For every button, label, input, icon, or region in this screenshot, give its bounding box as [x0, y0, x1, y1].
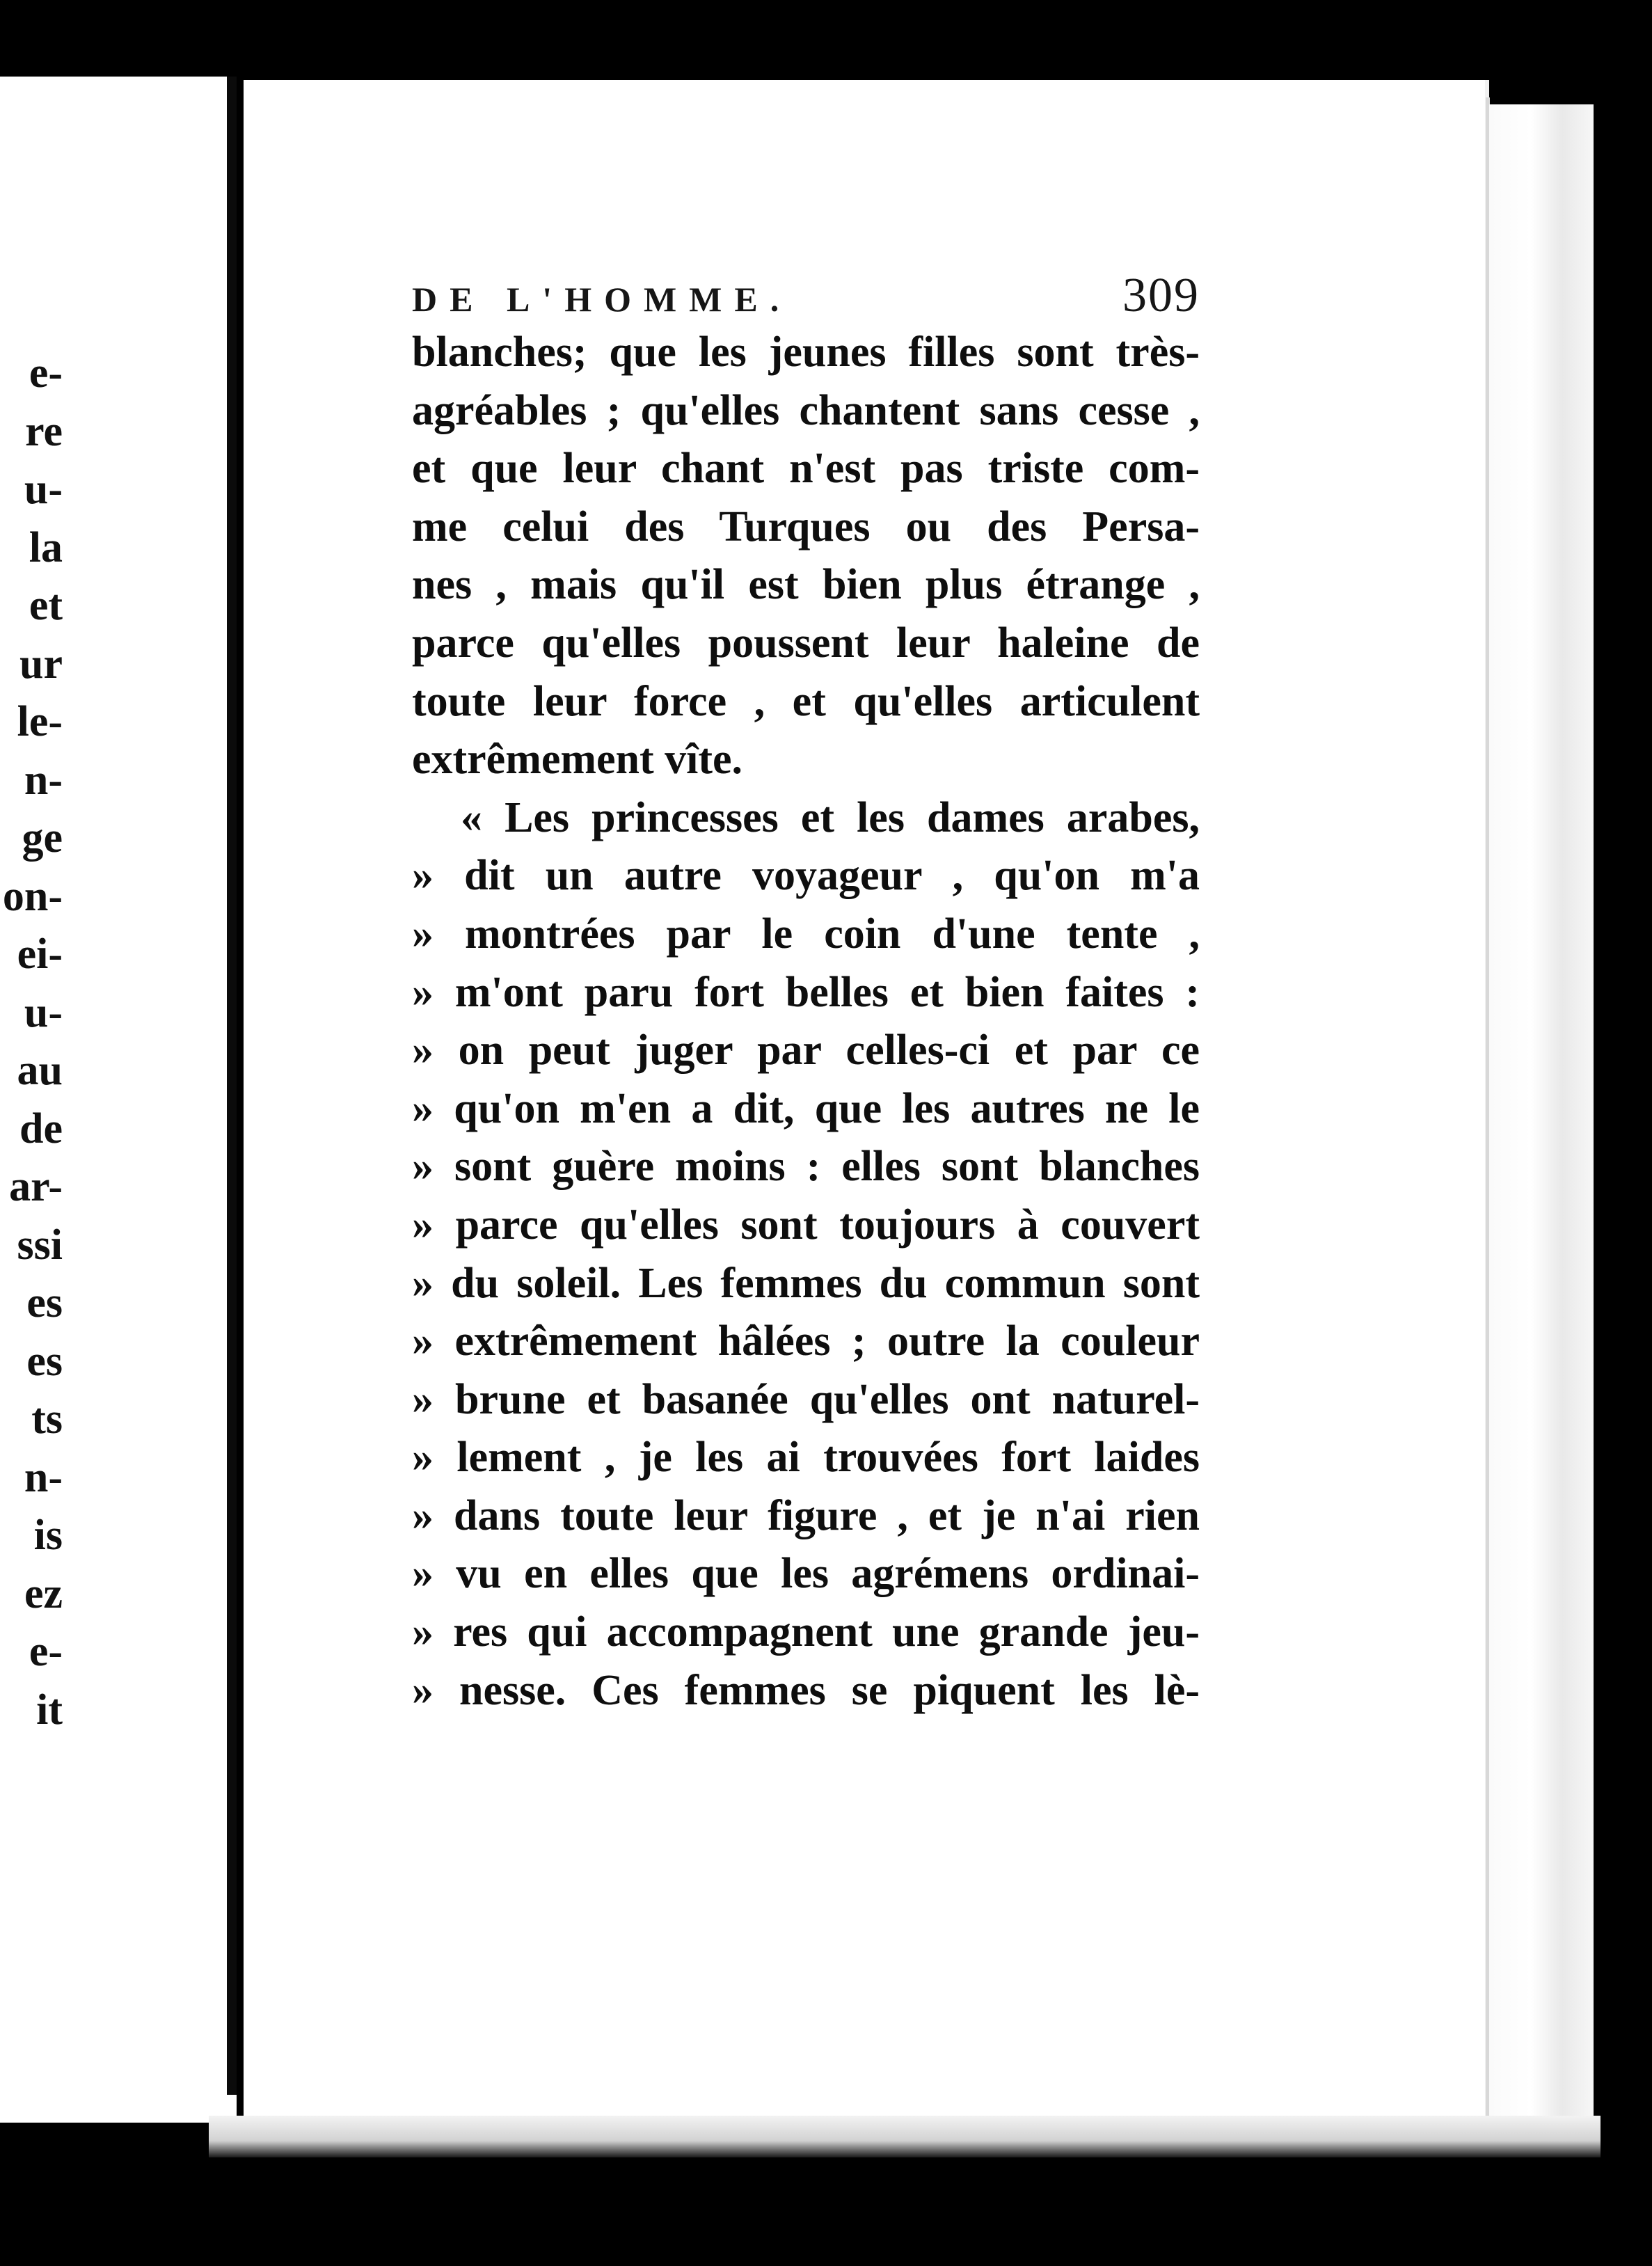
- text-line: toute leur force , et qu'elles articulent: [412, 677, 1200, 725]
- left-fragment-line: e-: [29, 1628, 63, 1675]
- text-line: » on peut juger par celles-ci et par ce: [412, 1027, 1200, 1075]
- left-fragment-line: le-: [17, 698, 63, 745]
- binding-rule: [227, 77, 237, 2095]
- left-fragment-line: ar-: [9, 1163, 63, 1210]
- text-line: » sont guère moins : elles sont blanches: [412, 1143, 1200, 1191]
- text-line: » qu'on m'en a dit, que les autres ne le: [412, 1084, 1200, 1132]
- text-line: » brune et basanée qu'elles ont naturel-: [412, 1375, 1200, 1423]
- text-line: » parce qu'elles sont toujours à couvert: [412, 1201, 1200, 1249]
- left-fragment-line: ei-: [17, 930, 63, 978]
- left-page-fragment: [0, 77, 237, 2123]
- running-header: [412, 268, 1200, 324]
- text-line: » vu en elles que les agrémens ordinai-: [412, 1550, 1200, 1598]
- text-line: » lement , je les ai trouvées fort laides: [412, 1434, 1200, 1482]
- left-fragment-line: ez: [24, 1569, 63, 1617]
- text-line: » dit un autre voyageur , qu'on m'a: [412, 852, 1200, 900]
- left-fragment-line: au: [17, 1047, 63, 1094]
- left-fragment-line: de: [19, 1104, 63, 1152]
- text-line: » dans toute leur figure , et je n'ai rien: [412, 1491, 1200, 1539]
- left-fragment-line: es: [26, 1279, 63, 1326]
- left-fragment-line: es: [26, 1337, 63, 1385]
- text-line: » montrées par le coin d'une tente ,: [412, 910, 1200, 958]
- text-line: parce qu'elles poussent leur haleine de: [412, 619, 1200, 667]
- text-line: » extrêmement hâlées ; outre la couleur: [412, 1317, 1200, 1365]
- text-line: me celui des Turques ou des Persa-: [412, 502, 1200, 550]
- text-line: nes , mais qu'il est bien plus étrange ,: [412, 561, 1200, 609]
- page-edge-strip: [1489, 104, 1594, 2140]
- left-fragment-line: u-: [24, 988, 63, 1036]
- left-fragment-line: on-: [2, 872, 63, 920]
- left-fragment-line: ur: [19, 640, 63, 688]
- text-line: blanches; que les jeunes filles sont très-: [412, 328, 1200, 376]
- bottom-binding-band: [209, 2116, 1601, 2157]
- left-fragment-line: ts: [31, 1395, 63, 1443]
- text-line: » m'ont paru fort belles et bien faites :: [412, 968, 1200, 1016]
- left-fragment-line: et: [29, 582, 63, 629]
- text-block: [412, 268, 1200, 1720]
- text-line: » nesse. Ces femmes se piquent les lè-: [412, 1666, 1200, 1714]
- left-fragment-line: re: [25, 407, 63, 455]
- left-fragment-line: ge: [22, 814, 63, 862]
- left-fragment-line: n-: [24, 756, 63, 804]
- left-fragment-line: is: [33, 1512, 63, 1559]
- text-line: « Les princesses et les dames arabes,: [461, 793, 1200, 841]
- text-line: et que leur chant n'est pas triste com-: [412, 445, 1200, 493]
- left-fragment-line: la: [29, 523, 63, 571]
- left-fragment-line: e-: [29, 349, 63, 397]
- text-line: » res qui accompagnent une grande jeu-: [412, 1608, 1200, 1656]
- text-line: » du soleil. Les femmes du commun sont: [412, 1259, 1200, 1307]
- text-line: agréables ; qu'elles chantent sans cesse ,: [412, 386, 1200, 434]
- left-fragment-line: it: [36, 1686, 63, 1734]
- left-page-text-fragments: [0, 344, 63, 1739]
- running-title: DE L'HOMME.: [412, 280, 792, 319]
- left-fragment-line: n-: [24, 1453, 63, 1501]
- text-line: extrêmement vîte.: [412, 736, 743, 784]
- page-number: 309: [1122, 269, 1200, 322]
- left-fragment-line: ssi: [17, 1221, 63, 1269]
- left-fragment-line: u-: [24, 466, 63, 513]
- body-text: [412, 324, 1200, 1720]
